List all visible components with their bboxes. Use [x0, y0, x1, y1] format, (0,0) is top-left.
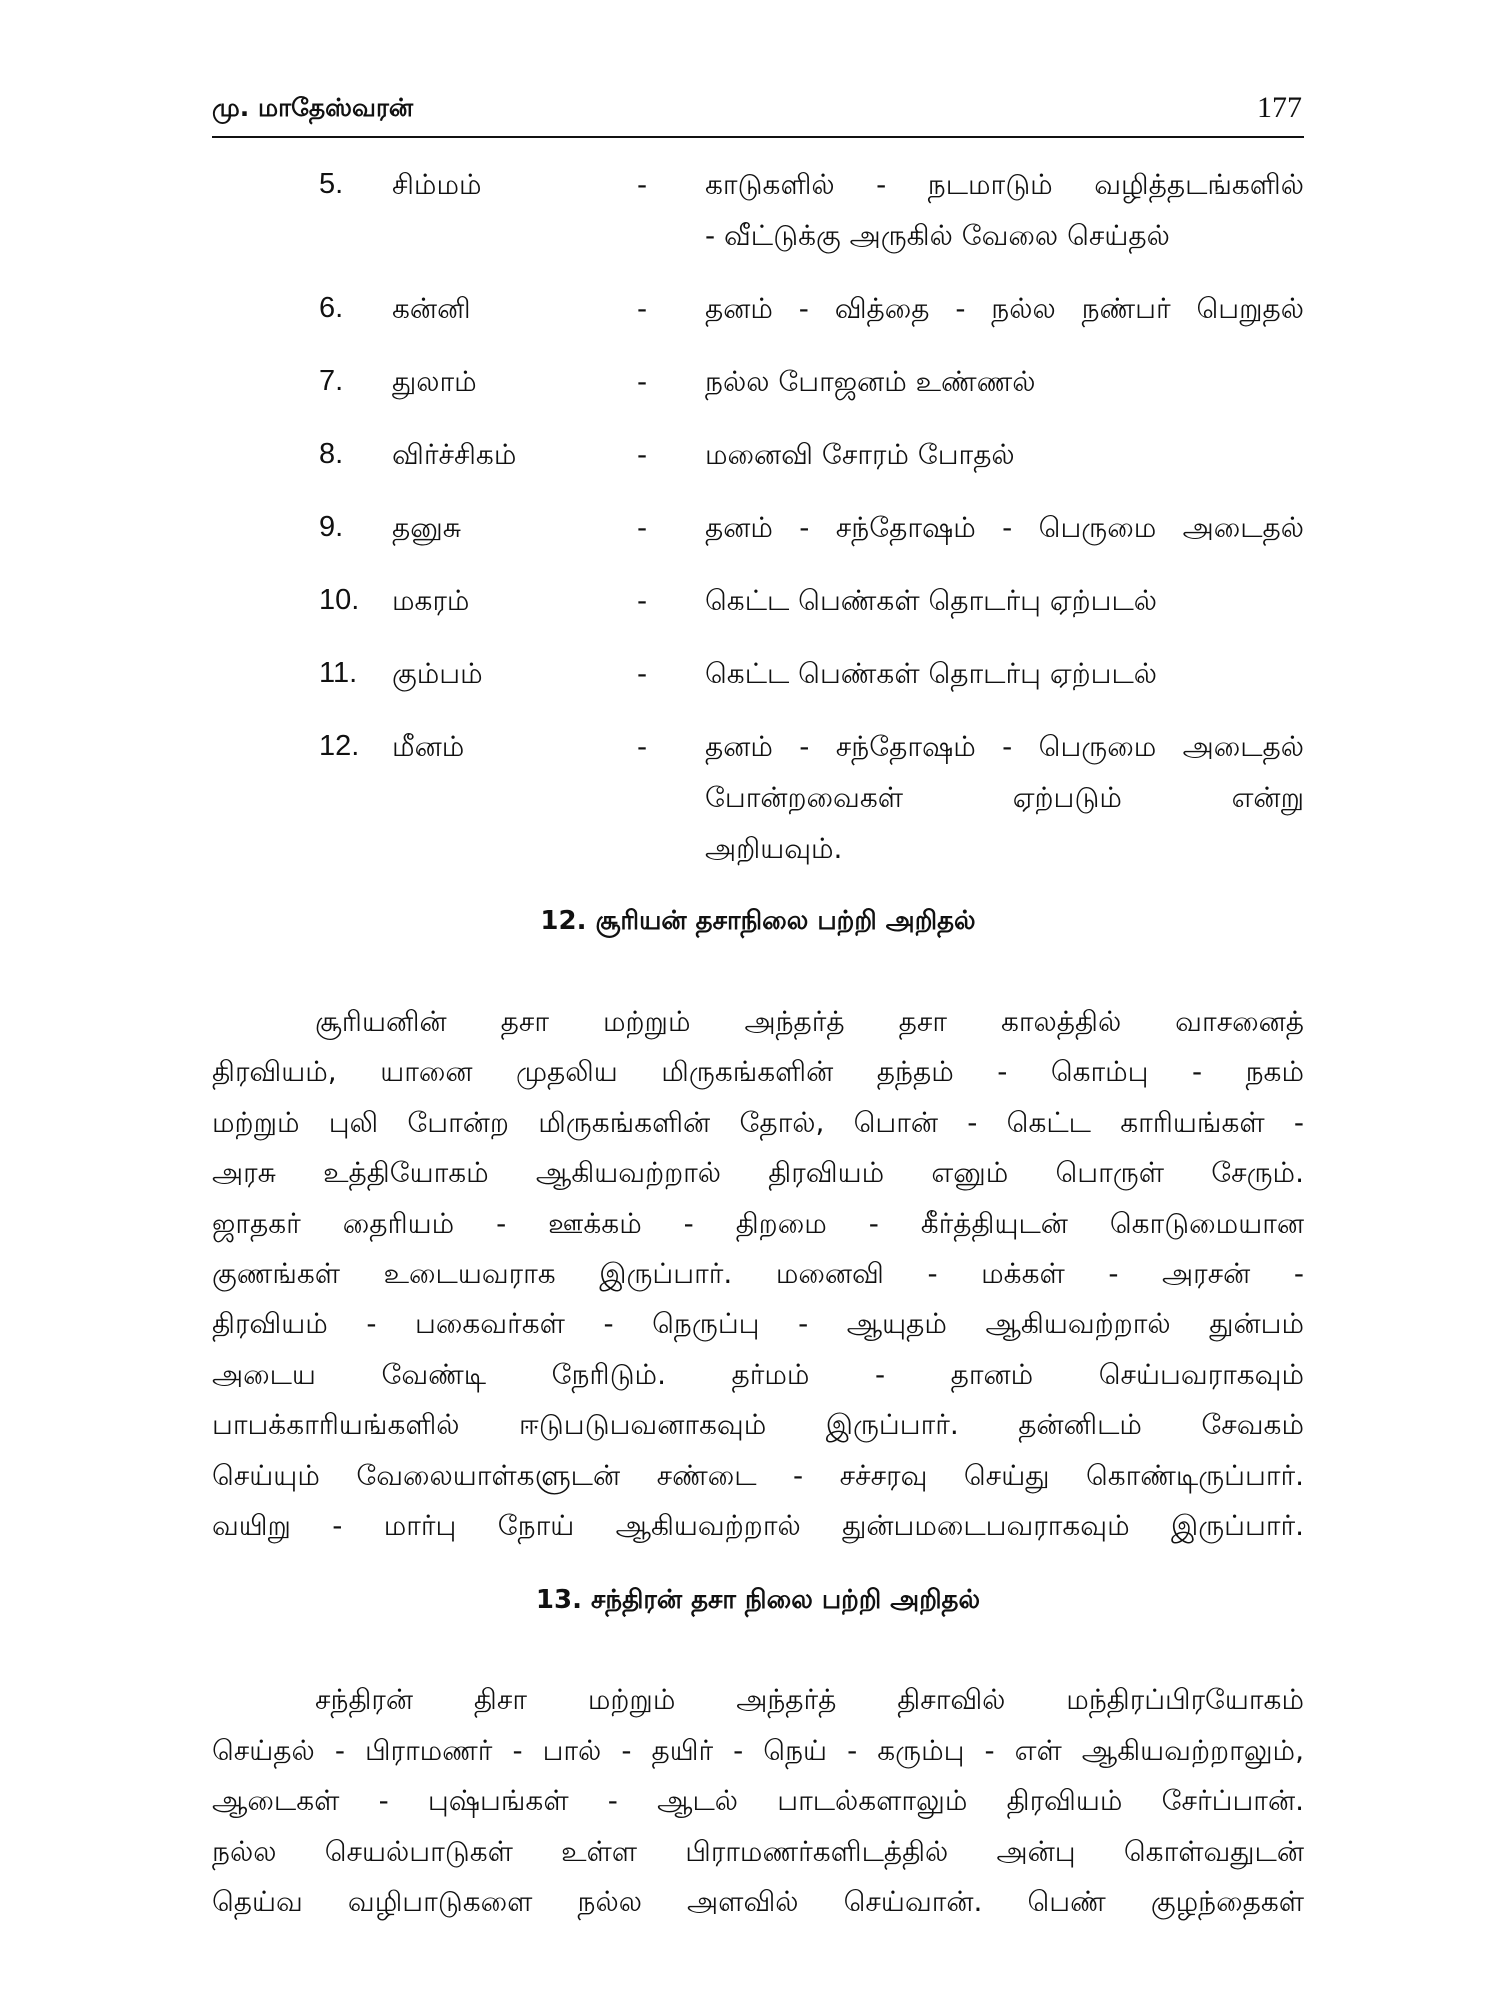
item-description: [705, 575, 1304, 626]
item-description: [705, 429, 1304, 480]
paragraph-line: அரசு உத்தியோகம் ஆகியவற்றால் திரவியம் எனும் பொருள் சேரும்.: [212, 1156, 1304, 1190]
description-line: தனம் - சந்தோஷம் - பெருமை அடைதல்: [705, 511, 1304, 544]
rasi-name: விர்ச்சிகம்: [392, 438, 517, 471]
running-header: [212, 90, 1304, 138]
description-line: மனைவி சோரம் போதல்: [705, 438, 1015, 471]
author-name: மு. மாதேஸ்வரன்: [212, 93, 414, 122]
list-item: [319, 283, 1304, 334]
description-line: தனம் - சந்தோஷம் - பெருமை அடைதல்: [705, 730, 1304, 763]
list-item: [319, 502, 1304, 553]
list-item: [319, 575, 1304, 626]
paragraph-line: பாபக்காரியங்களில் ஈடுபடுபவனாகவும் இருப்பார். தன்னிடம் சேவகம்: [212, 1408, 1304, 1442]
item-separator: -: [637, 365, 648, 398]
description-line: - வீட்டுக்கு அருகில் வேலை செய்தல்: [705, 219, 1170, 252]
paragraph-line: செய்யும் வேலையாள்களுடன் சண்டை - சச்சரவு செய்து கொண்டிருப்பார்.: [212, 1458, 1304, 1492]
item-number: 11.: [319, 657, 358, 689]
item-description: [705, 648, 1304, 699]
paragraph-line: ஜாதகர் தைரியம் - ஊக்கம் - திறமை - கீர்த்தியுடன் கொடுமையான: [212, 1206, 1304, 1240]
description-line: கெட்ட பெண்கள் தொடர்பு ஏற்படல்: [705, 657, 1158, 690]
description-line: போன்றவைகள் ஏற்படும் என்று: [705, 781, 1304, 814]
item-separator: -: [637, 168, 648, 201]
item-separator: -: [637, 730, 648, 763]
list-item: [319, 721, 1304, 874]
description-line: அறியவும்.: [705, 832, 843, 865]
description-line: கெட்ட பெண்கள் தொடர்பு ஏற்படல்: [705, 584, 1158, 617]
item-description: [705, 159, 1304, 261]
rasi-name: கன்னி: [392, 292, 471, 325]
item-number: 5.: [319, 168, 344, 200]
item-number: 8.: [319, 438, 344, 470]
item-description: [705, 356, 1304, 407]
section-heading: 12. சூரியன் தசாநிலை பற்றி அறிதல்: [540, 906, 976, 936]
list-item: [319, 648, 1304, 699]
rasi-name: சிம்மம்: [392, 168, 482, 201]
item-number: 10.: [319, 584, 360, 616]
paragraph-line: திரவியம் - பகைவர்கள் - நெருப்பு - ஆயுதம் ஆகியவற்றால் துன்பம்: [212, 1307, 1304, 1341]
description-line: காடுகளில் - நடமாடும் வழித்தடங்களில்: [705, 168, 1304, 201]
paragraph-line: தெய்வ வழிபாடுகளை நல்ல அளவில் செய்வான். பெண் குழந்தைகள்: [212, 1885, 1304, 1919]
item-separator: -: [637, 657, 648, 690]
paragraph: [212, 1675, 1304, 1927]
list-item: [319, 159, 1304, 261]
page-number: 177: [1257, 91, 1302, 124]
item-number: 9.: [319, 511, 344, 543]
item-number: 6.: [319, 292, 344, 324]
paragraph: [212, 997, 1304, 1551]
rasi-name: தனுசு: [392, 511, 461, 544]
text-column: [212, 0, 1304, 1928]
item-separator: -: [637, 584, 648, 617]
paragraph-line: செய்தல் - பிராமணர் - பால் - தயிர் - நெய் - கரும்பு - எள் ஆகியவற்றாலும்,: [212, 1733, 1304, 1767]
item-separator: -: [637, 292, 648, 325]
rasi-name: மீனம்: [392, 730, 465, 763]
paragraph-line: ஆடைகள் - புஷ்பங்கள் - ஆடல் பாடல்களாலும் திரவியம் சேர்ப்பான்.: [212, 1784, 1304, 1818]
item-separator: -: [637, 511, 648, 544]
paragraph-line: சந்திரன் திசா மற்றும் அந்தர்த் திசாவில் மந்திரப்பிரயோகம்: [315, 1683, 1304, 1717]
paragraph-line: மற்றும் புலி போன்ற மிருகங்களின் தோல், பொன் - கெட்ட காரியங்கள் -: [212, 1105, 1304, 1139]
paragraph-line: குணங்கள் உடையவராக இருப்பார். மனைவி - மக்கள் - அரசன் -: [212, 1257, 1304, 1291]
rasi-name: மகரம்: [392, 584, 470, 617]
rasi-list: [319, 159, 1304, 874]
list-item: [319, 356, 1304, 407]
paragraph-line: வயிறு - மார்பு நோய் ஆகியவற்றால் துன்பமடைபவராகவும் இருப்பார்.: [212, 1509, 1304, 1543]
item-description: [705, 502, 1304, 553]
paragraph-line: நல்ல செயல்பாடுகள் உள்ள பிராமணர்களிடத்தில் அன்பு கொள்வதுடன்: [212, 1834, 1304, 1868]
item-number: 12.: [319, 730, 360, 762]
description-line: நல்ல போஜனம் உண்ணல்: [705, 365, 1036, 398]
rasi-name: துலாம்: [392, 365, 477, 398]
list-item: [319, 429, 1304, 480]
item-separator: -: [637, 438, 648, 471]
paragraph-line: அடைய வேண்டி நேரிடும். தர்மம் - தானம் செய்பவராகவும்: [212, 1357, 1304, 1391]
item-number: 7.: [319, 365, 344, 397]
section-heading: 13. சந்திரன் தசா நிலை பற்றி அறிதல்: [535, 1585, 981, 1616]
paragraph-line: திரவியம், யானை முதலிய மிருகங்களின் தந்தம் - கொம்பு - நகம்: [212, 1055, 1304, 1089]
rasi-name: கும்பம்: [392, 657, 483, 690]
description-line: தனம் - வித்தை - நல்ல நண்பர் பெறுதல்: [705, 292, 1304, 325]
item-description: [705, 721, 1304, 874]
item-description: [705, 283, 1304, 334]
paragraph-line: சூரியனின் தசா மற்றும் அந்தர்த் தசா காலத்தில் வாசனைத்: [315, 1005, 1304, 1038]
